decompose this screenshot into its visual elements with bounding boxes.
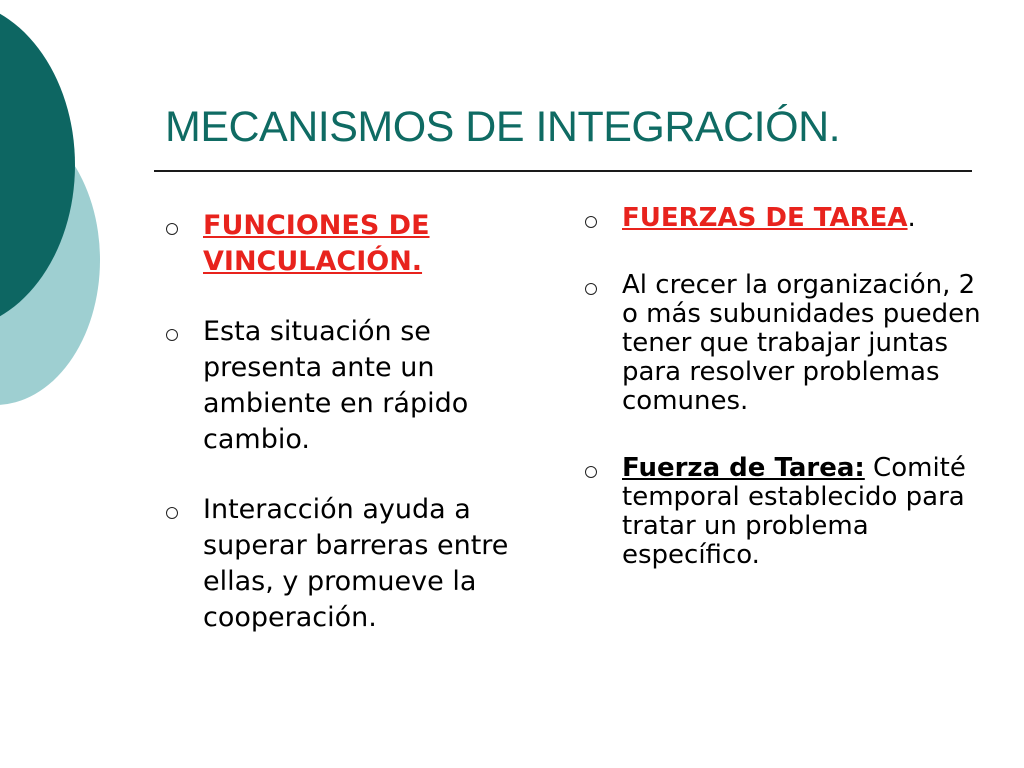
item-text: Interacción ayuda a superar barreras entre ellas, y promueve la cooperación.	[203, 494, 509, 633]
circle-bullet-icon	[585, 466, 597, 478]
list-item-fuerzas	[582, 204, 982, 233]
circle-bullet-icon	[166, 507, 178, 519]
left-column	[163, 208, 543, 670]
list-item-crecer	[582, 271, 982, 416]
heading-funciones-vinculacion: FUNCIONES DE VINCULACIÓN.	[203, 210, 430, 277]
list-item-interaccion	[163, 492, 543, 636]
list-item-fuerza-definicion	[582, 454, 982, 570]
list-item-funciones	[163, 208, 543, 280]
definition-text: Comité temporal establecido para tratar un problema específico.	[622, 453, 966, 570]
item-text: Esta situación se presenta ante un ambiente en rápido cambio.	[203, 316, 469, 455]
heading-fuerzas-de-tarea: FUERZAS DE TAREA	[622, 203, 908, 233]
circle-bullet-icon	[585, 216, 597, 228]
circle-bullet-icon	[585, 283, 597, 295]
item-text: Al crecer la organización, 2 o más subunidades pueden tener que trabajar juntas para resolver problemas comunes.	[622, 270, 981, 416]
right-column	[582, 204, 982, 608]
circle-bullet-icon	[166, 329, 178, 341]
circle-bullet-icon	[166, 223, 178, 235]
title-divider	[154, 170, 972, 172]
term-fuerza-de-tarea: Fuerza de Tarea:	[622, 453, 865, 483]
list-item-situacion	[163, 314, 543, 458]
slide-title: MECANISMOS DE INTEGRACIÓN.	[165, 103, 841, 151]
heading-suffix: .	[907, 203, 916, 233]
